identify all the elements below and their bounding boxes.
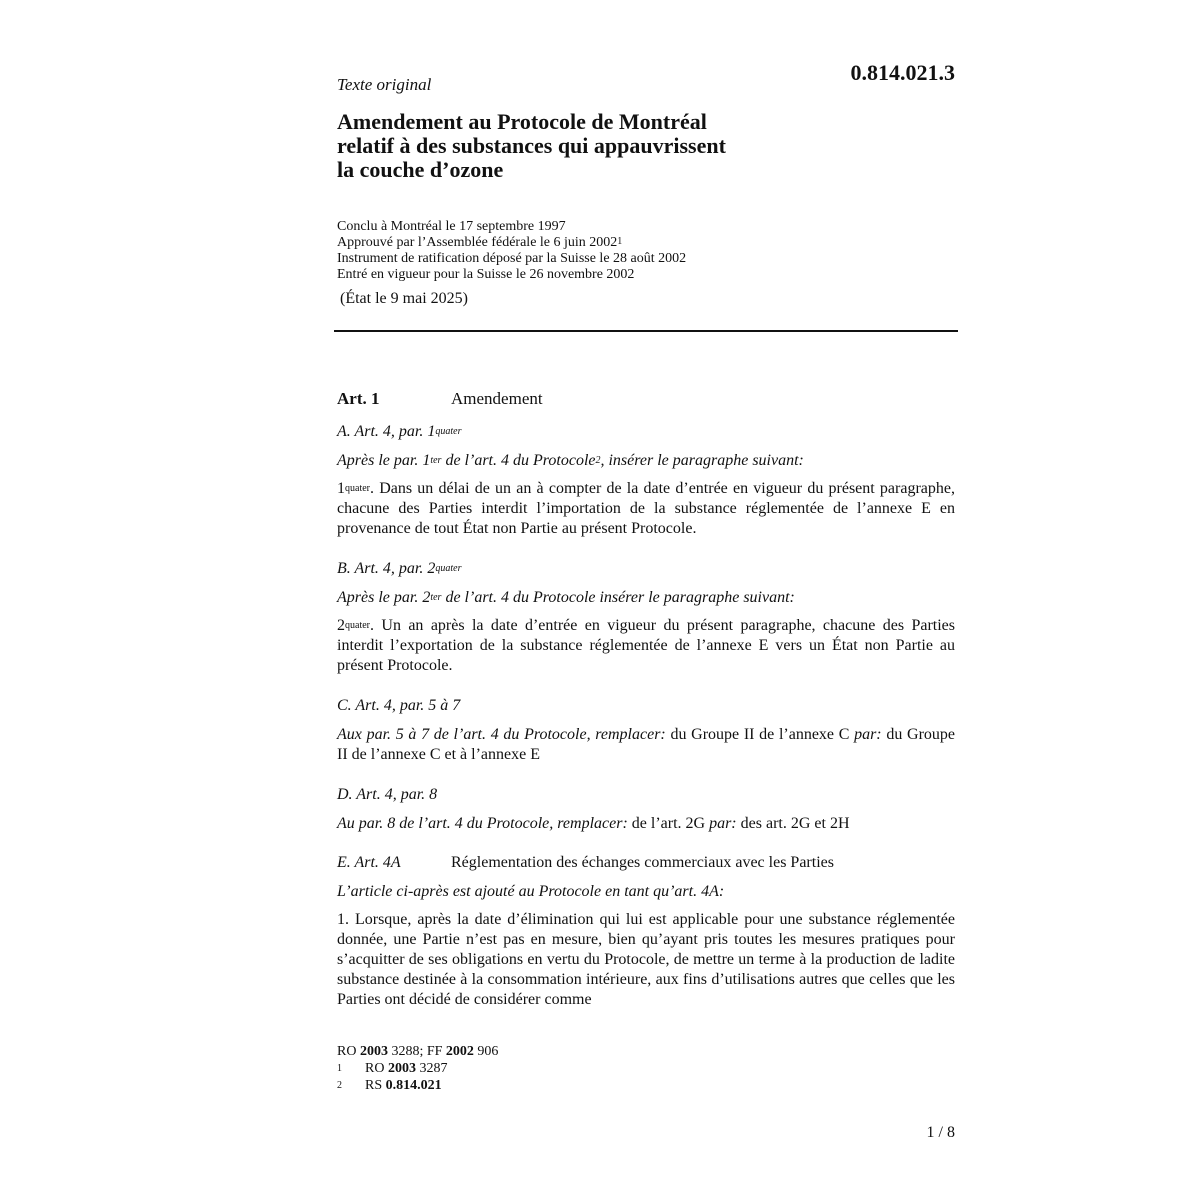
footnote-ref[interactable]: 1 — [617, 236, 623, 247]
footnotes — [337, 1043, 498, 1094]
page-number: 1 / 8 — [926, 1124, 955, 1141]
title-line-1: Amendement au Protocole de Montréal — [337, 109, 707, 134]
section-a-heading: A. Art. 4, par. $1^{quater}$ — [337, 423, 462, 440]
section-c-heading: C. Art. 4, par. 5 à 7 — [337, 697, 461, 714]
publication-reference: RO 2003 3288; FF 2002 906 — [337, 1044, 499, 1059]
footnote-ref[interactable]: 2 — [595, 455, 601, 466]
section-c-instruction: Aux par. 5 à 7 de l’art. 4 du Protocole, remplacer: du Groupe II de l’annexe C par: du Groupe II de l’annexe C et à l’annexe E — [337, 726, 956, 763]
header-divider — [334, 330, 958, 332]
section-e-heading: E. Art. 4A Réglementation des échanges commerciaux avec les Parties — [337, 854, 834, 871]
section-a-instruction: Après le par. $1^{ter}$ de l’art. 4 du Protocole$^2$, insérer le paragraphe suivant: — [337, 452, 804, 469]
section-a-paragraph: $1^{quater}$. Dans un délai de un an à compter de la date d’entrée en vigueur du présent paragraphe, chacune des Parties interdit l’importation de la substance réglementée de l’annexe E en provenance de tout État non Partie au présent Protocole. — [337, 480, 955, 537]
meta-block — [337, 219, 686, 283]
sr-number: 0.814.021.3 — [850, 60, 955, 85]
concluded-date: Conclu à Montréal le 17 septembre 1997 — [337, 219, 566, 234]
article-title: Amendement — [451, 389, 543, 408]
section-e-paragraph: 1. Lorsque, après la date d’élimination qui lui est applicable pour une substance réglementée donnée, une Partie n’est pas en mesure, bien qu’ayant pris toutes les mesures pratiques pour s’acquitter de ses obligations en vertu du Protocole, de mettre un terme à la production de ladite substance destinée à la consommation intérieure, aux fins d’utilisations autres que celles que les Parties ont décidé de considérer comme — [337, 911, 955, 1008]
title-line-2: relatif à des substances qui appauvrissent — [337, 133, 726, 158]
section-d-heading: D. Art. 4, par. 8 — [337, 786, 438, 803]
original-text-label: Texte original — [337, 75, 432, 94]
footnote-2: 2 RS 0.814.021 — [337, 1078, 442, 1093]
ratification-date: Instrument de ratification déposé par la Suisse le 28 août 2002 — [337, 251, 687, 266]
footnote-1: 1 RO 2003 3287 — [337, 1061, 448, 1076]
article-label: Art. 1 — [337, 389, 380, 408]
document-title — [337, 110, 726, 182]
approved-date: Approuvé par l’Assemblée fédérale le 6 juin 2002$^1$ — [337, 235, 623, 250]
section-b-heading: B. Art. 4, par. $2^{quater}$ — [337, 560, 462, 577]
title-line-3: la couche d’ozone — [337, 157, 504, 182]
article-heading — [337, 389, 543, 409]
in-force-date: Entré en vigueur pour la Suisse le 26 novembre 2002 — [337, 267, 635, 282]
section-d-instruction: Au par. 8 de l’art. 4 du Protocole, remplacer: de l’art. 2G par: des art. 2G et 2H — [337, 815, 850, 832]
status-date: (État le 9 mai 2025) — [340, 290, 468, 307]
section-b-instruction: Après le par. $2^{ter}$ de l’art. 4 du Protocole insérer le paragraphe suivant: — [337, 589, 795, 606]
section-b-paragraph: $2^{quater}$. Un an après la date d’entrée en vigueur du présent paragraphe, chacune des Parties interdit l’exportation de la substance réglementée de l’annexe E vers un État non Partie au présent Protocole. — [337, 617, 955, 674]
section-e-instruction: L’article ci-après est ajouté au Protocole en tant qu’art. 4A: — [337, 883, 725, 900]
